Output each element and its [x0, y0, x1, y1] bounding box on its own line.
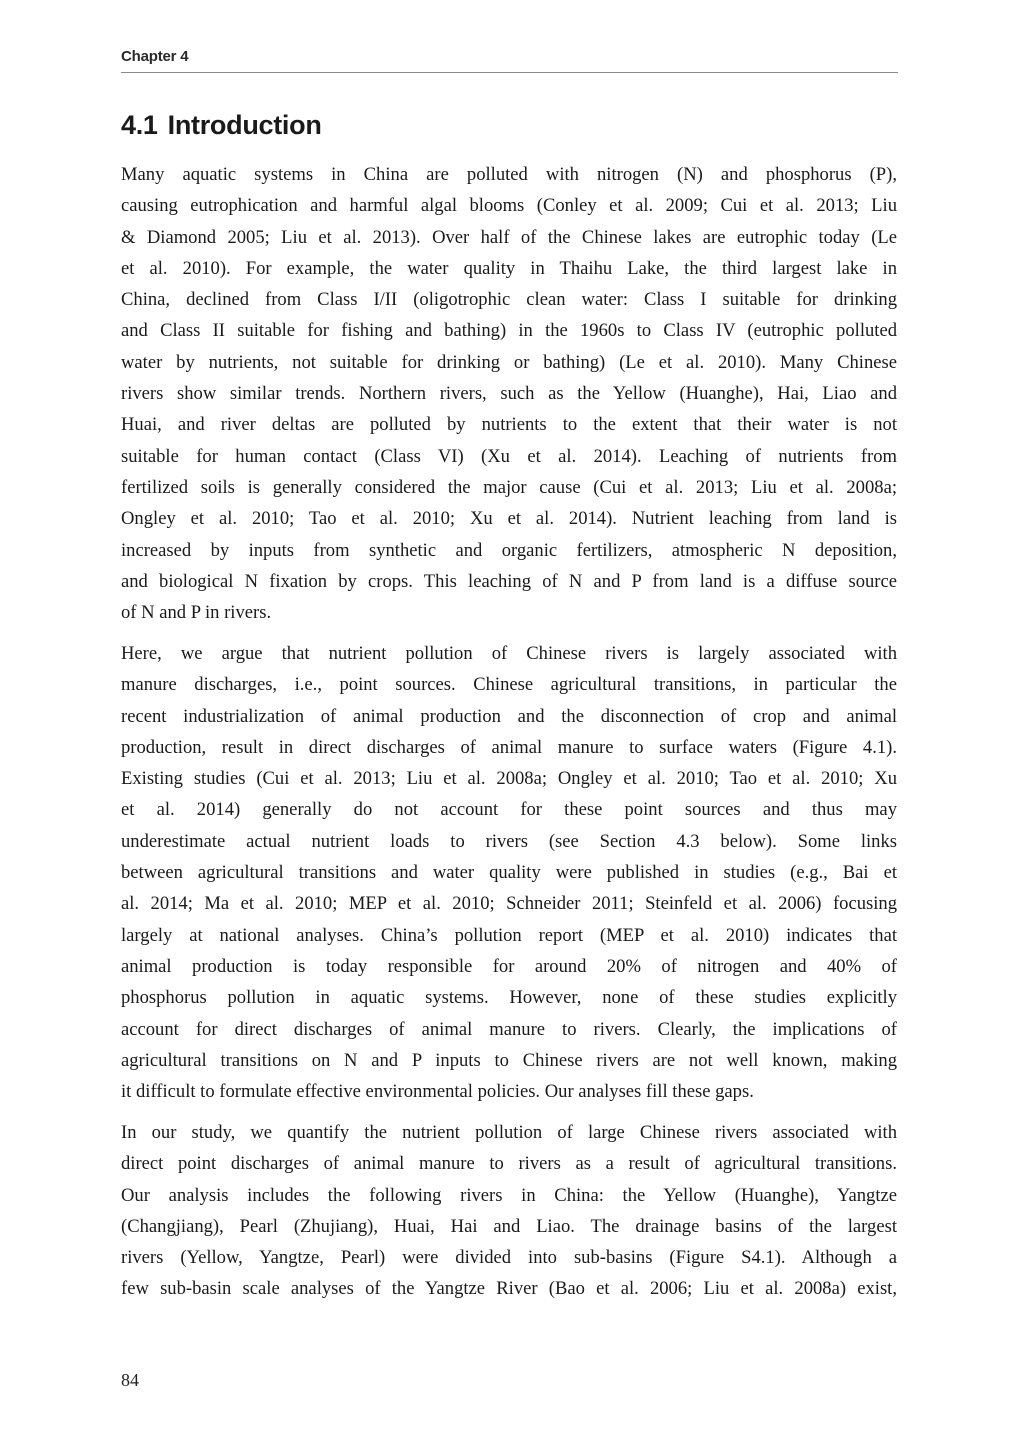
text-line: Huai, and river deltas are polluted by nutrients to the extent that their water is not: [121, 414, 897, 436]
paragraph-3: [121, 1117, 897, 1305]
section-title-text: Introduction: [167, 110, 322, 140]
text-line: few sub-basin scale analyses of the Yangtze River (Bao et al. 2006; Liu et al. 2008a) exist,: [121, 1278, 897, 1300]
text-line: largely at national analyses. China’s pollution report (MEP et al. 2010) indicates that: [121, 924, 897, 946]
text-line: production, result in direct discharges of animal manure to surface waters (Figure 4.1).: [121, 736, 897, 758]
text-line: agricultural transitions on N and P inputs to Chinese rivers are not well known, making: [121, 1049, 897, 1071]
text-line: recent industrialization of animal production and the disconnection of crop and animal: [121, 705, 897, 727]
text-line: account for direct discharges of animal manure to rivers. Clearly, the implications of: [121, 1018, 897, 1040]
paragraph-1: [121, 159, 897, 628]
page-number: 84: [121, 1370, 139, 1390]
text-line: rivers (Yellow, Yangtze, Pearl) were divided into sub-basins (Figure S4.1). Although a: [121, 1247, 897, 1269]
text-line: and Class II suitable for fishing and bathing) in the 1960s to Class IV (eutrophic polluted: [121, 320, 897, 342]
text-line: Our analysis includes the following rivers in China: the Yellow (Huanghe), Yangtze: [121, 1184, 897, 1206]
text-line: Many aquatic systems in China are polluted with nitrogen (N) and phosphorus (P),: [121, 164, 897, 185]
text-line: causing eutrophication and harmful algal blooms (Conley et al. 2009; Cui et al. 2013; Liu: [121, 195, 897, 217]
text-line: (Changjiang), Pearl (Zhujiang), Huai, Hai and Liao. The drainage basins of the largest: [121, 1215, 897, 1237]
text-line: animal production is today responsible for around 20% of nitrogen and 40% of: [121, 955, 897, 977]
text-line: et al. 2010). For example, the water quality in Thaihu Lake, the third largest lake in: [121, 257, 897, 279]
text-line: of N and P in rivers.: [121, 602, 272, 624]
section-number: 4.1: [121, 110, 158, 140]
text-line: water by nutrients, not suitable for drinking or bathing) (Le et al. 2010). Many Chinese: [121, 351, 897, 373]
text-line: China, declined from Class I/II (oligotrophic clean water: Class I suitable for drinking: [121, 289, 897, 311]
text-line: In our study, we quantify the nutrient pollution of large Chinese rivers associated with: [121, 1122, 897, 1143]
text-line: phosphorus pollution in aquatic systems. However, none of these studies explicitly: [121, 987, 897, 1009]
text-line: al. 2014; Ma et al. 2010; MEP et al. 2010; Schneider 2011; Steinfeld et al. 2006) focusing: [121, 893, 897, 915]
text-line: suitable for human contact (Class VI) (Xu et al. 2014). Leaching of nutrients from: [121, 445, 897, 467]
section-heading: [121, 110, 322, 141]
running-head-chapter: Chapter 4: [121, 48, 189, 65]
text-line: underestimate actual nutrient loads to rivers (see Section 4.3 below). Some links: [121, 830, 897, 852]
text-line: Here, we argue that nutrient pollution of Chinese rivers is largely associated with: [121, 643, 897, 664]
paragraph-2: [121, 638, 897, 1107]
text-line: & Diamond 2005; Liu et al. 2013). Over half of the Chinese lakes are eutrophic today (Le: [121, 226, 897, 248]
text-line: and biological N fixation by crops. This leaching of N and P from land is a diffuse source: [121, 570, 897, 592]
header-divider: [121, 72, 898, 73]
text-line: fertilized soils is generally considered the major cause (Cui et al. 2013; Liu et al. 2008a;: [121, 476, 897, 498]
text-line: increased by inputs from synthetic and organic fertilizers, atmospheric N deposition,: [121, 539, 897, 561]
text-line: Existing studies (Cui et al. 2013; Liu et al. 2008a; Ongley et al. 2010; Tao et al. 2010; Xu: [121, 768, 897, 790]
text-line: et al. 2014) generally do not account for these point sources and thus may: [121, 799, 897, 821]
text-line: rivers show similar trends. Northern rivers, such as the Yellow (Huanghe), Hai, Liao and: [121, 383, 897, 405]
text-line: manure discharges, i.e., point sources. Chinese agricultural transitions, in particular the: [121, 674, 897, 696]
text-line: between agricultural transitions and water quality were published in studies (e.g., Bai et: [121, 862, 897, 884]
text-line: direct point discharges of animal manure to rivers as a result of agricultural transitions.: [121, 1153, 897, 1175]
text-line: Ongley et al. 2010; Tao et al. 2010; Xu et al. 2014). Nutrient leaching from land is: [121, 508, 897, 530]
text-line: it difficult to formulate effective environmental policies. Our analyses fill these gaps.: [121, 1081, 754, 1103]
